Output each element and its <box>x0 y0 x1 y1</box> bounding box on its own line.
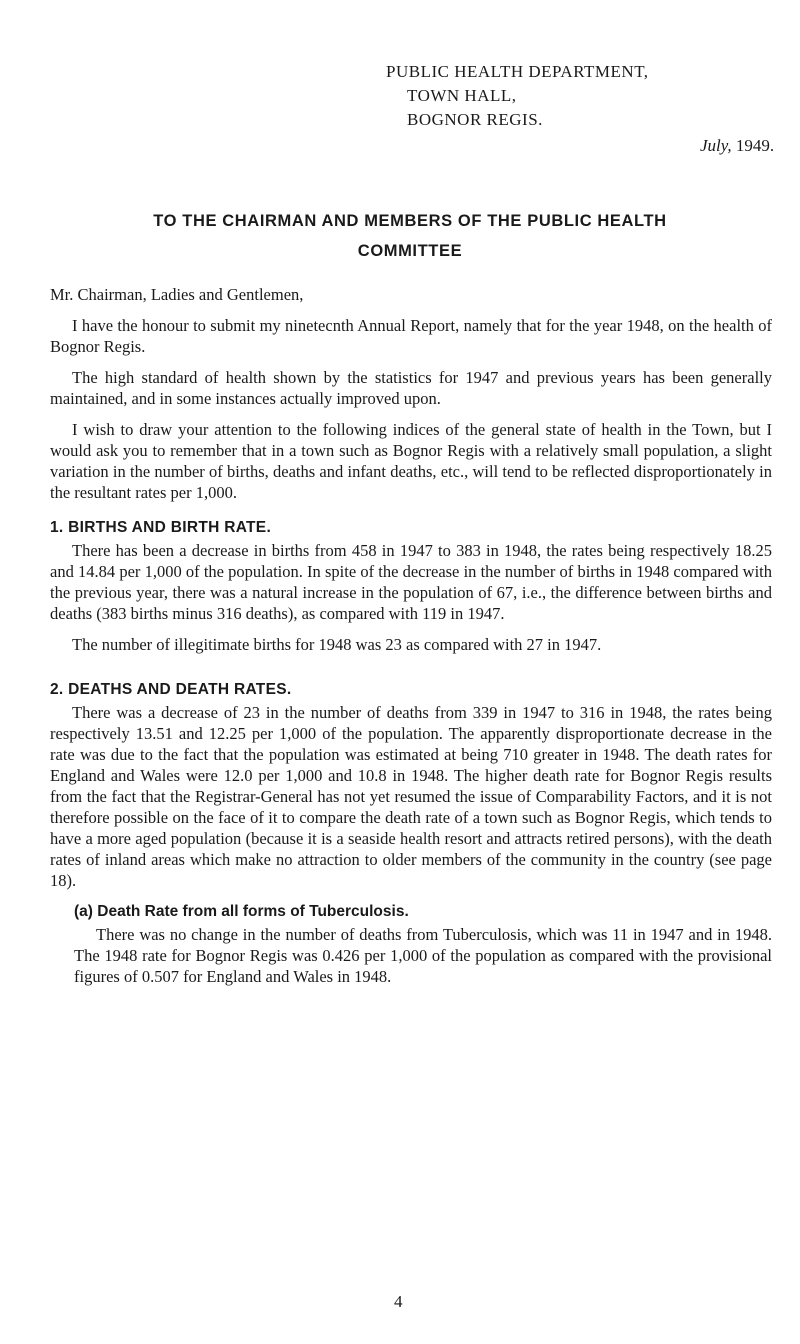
heading-line-2: COMMITTEE <box>357 242 463 260</box>
letter-body <box>50 284 772 987</box>
heading-line-1: TO THE CHAIRMAN AND MEMBERS OF THE PUBLIC HEALTH <box>153 212 667 230</box>
date-year: 1949. <box>735 136 775 155</box>
return-address <box>386 60 649 132</box>
section-deaths-title: 2. DEATHS AND DEATH RATES. <box>50 681 292 698</box>
addressee-heading <box>50 206 770 266</box>
section-deaths-paragraph: There was a decrease of 23 in the number of deaths from 339 in 1947 to 316 in 1948, the rates being respectively 13.51 and 12.25 per 1,000 of the population. The apparently disproportionate decrease in the rate was due to the fact that the population was estimated at being 710 greater in 1948. The death rates for England and Wales were 12.0 per 1,000 and 10.8 in 1948. The higher death rate for Bognor Regis results from the fact that the Registrar-General has not yet resumed the issue of Comparability Factors, and it is not therefore possible on the face of it to compare the death rate of a town such as Bognor Regis, which tends to have a more aged population (because it is a seaside health resort and attracts retired persons), with the death rates of inland areas which make no attraction to older members of the community in the country (see page 18). <box>50 703 772 890</box>
section-births-paragraph-2: The number of illegitimate births for 1948 was 23 as compared with 27 in 1947. <box>72 635 602 654</box>
subsection-title-text: Death Rate from all forms of Tuberculosis. <box>97 903 409 920</box>
intro-paragraph-3: I wish to draw your attention to the following indices of the general state of health in the Town, but I would ask you to remember that in a town such as Bognor Regis with a relatively small population, a slight variation in the number of births, deaths and infant deaths, etc., will tend to be reflected disproportionately in the resultant rates per 1,000. <box>50 420 772 502</box>
date-month: July, <box>700 136 732 155</box>
subsection-marker: (a) <box>74 903 93 920</box>
address-line-department: PUBLIC HEALTH DEPARTMENT, <box>386 62 649 81</box>
intro-paragraph-1: I have the honour to submit my ninetecnth Annual Report, namely that for the year 1948, on the health of Bognor Regis. <box>50 316 772 356</box>
address-line-hall: TOWN HALL, <box>407 86 517 105</box>
page-number: 4 <box>394 1292 403 1311</box>
subsection-tuberculosis-title <box>50 901 772 922</box>
subsection-tuberculosis-paragraph: There was no change in the number of deaths from Tuberculosis, which was 11 in 1947 and in 1948. The 1948 rate for Bognor Regis was 0.426 per 1,000 of the population as compared with the provisional figures of 0.507 for England and Wales in 1948. <box>74 925 772 986</box>
section-births-paragraph-1: There has been a decrease in births from 458 in 1947 to 383 in 1948, the rates being respectively 18.25 and 14.84 per 1,000 of the population. In spite of the decrease in the number of births in 1948 compared with the previous year, there was a natural increase in the population of 67, i.e., the difference between births and deaths (383 births minus 316 deaths), as compared with 119 in 1947. <box>50 541 772 623</box>
intro-paragraph-2: The high standard of health shown by the statistics for 1947 and previous years has been generally maintained, and in some instances actually improved upon. <box>50 368 772 408</box>
address-line-town: BOGNOR REGIS. <box>407 110 543 129</box>
salutation: Mr. Chairman, Ladies and Gentlemen, <box>50 285 304 304</box>
letter-date <box>700 136 774 156</box>
section-births-title: 1. BIRTHS AND BIRTH RATE. <box>50 519 272 536</box>
